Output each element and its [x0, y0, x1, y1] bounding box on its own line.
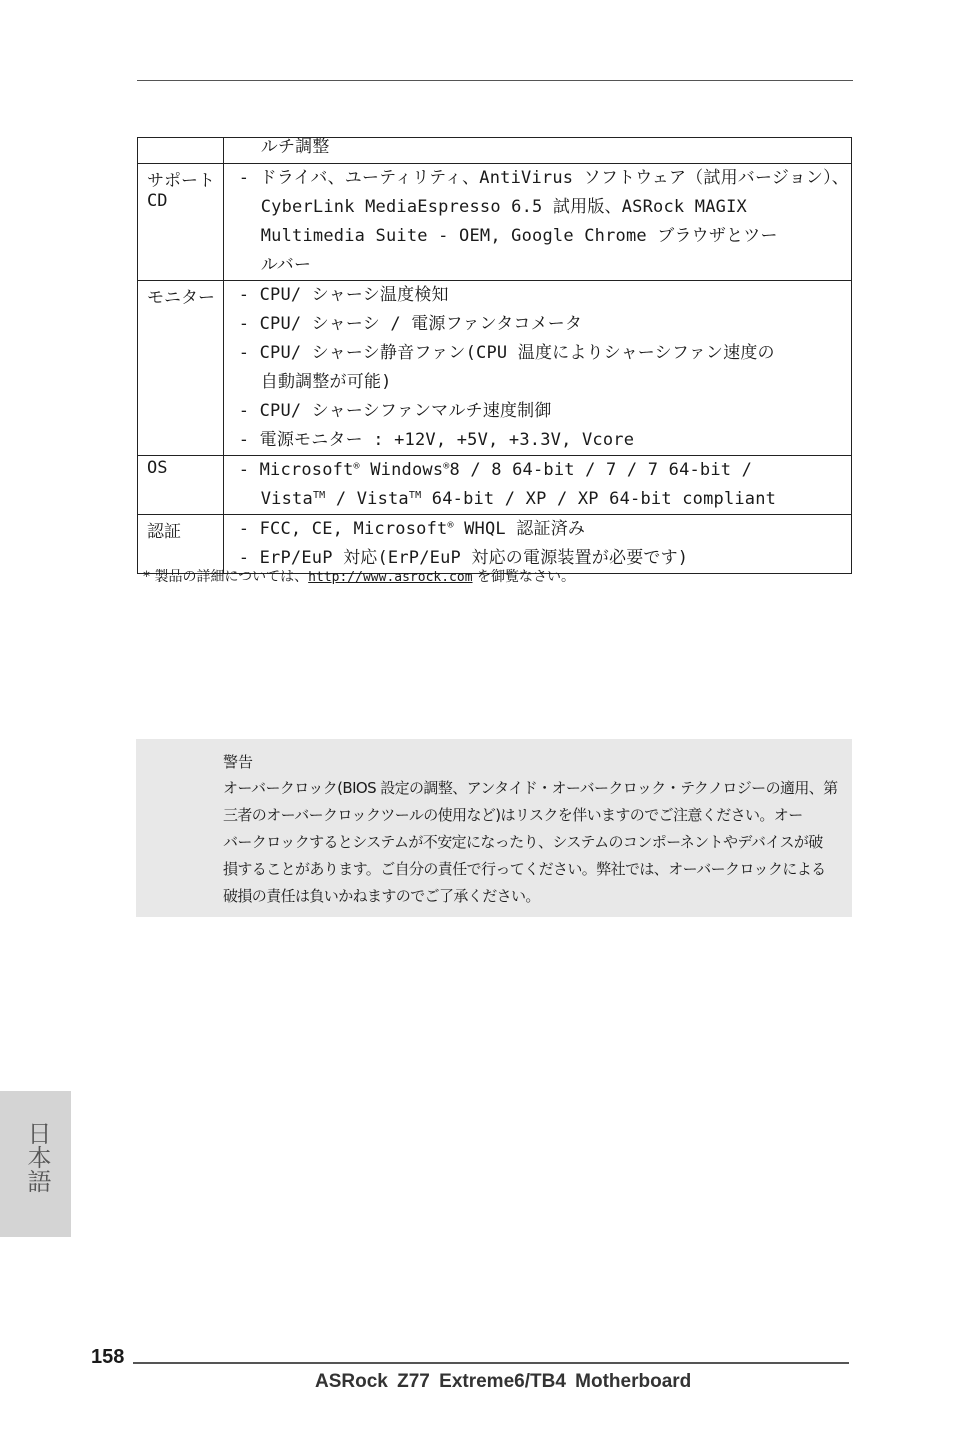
table-row [138, 281, 852, 456]
warning-line: 破損の責任は負いかねますのでご了承ください。 [223, 887, 540, 905]
cert-text: - FCC, CE, Microsoft [238, 519, 448, 539]
header-rule [137, 80, 853, 81]
table-row [138, 456, 852, 515]
table-row [138, 138, 852, 164]
language-tab [0, 1091, 71, 1237]
warning-line: 損することがあります。ご自分の責任で行ってください。弊社では、オーバークロックによる [223, 860, 826, 878]
row-label: 認証 [138, 515, 224, 574]
page-number: 158 [91, 1346, 125, 1368]
row-content [223, 164, 851, 281]
spec-line: ルチ調整 [260, 138, 330, 157]
registered-mark: ® [443, 461, 450, 472]
spec-line: - ErP/EuP 対応(ErP/EuP 対応の電源装置が必要です) [238, 548, 689, 568]
spec-line: - CPU/ シャーシ / 電源ファンタコメータ [238, 314, 583, 334]
registered-mark: ® [447, 520, 454, 531]
row-label [138, 138, 224, 164]
footnote-prefix: * 製品の詳細については、 [143, 569, 309, 585]
spec-line: - CPU/ シャーシ静音ファン(CPU 温度によりシャーシファン速度の [238, 343, 775, 363]
os-text: Vista [260, 489, 313, 509]
spec-line: Multimedia Suite - OEM, Google Chrome ブラウザとツー [260, 226, 778, 246]
spec-line: - 電源モニター : +12V, +5V, +3.3V, Vcore [238, 430, 635, 450]
footnote [143, 566, 575, 586]
warning-body [223, 775, 847, 910]
warning-line: 三者のオーバークロックツールの使用など)はリスクを伴いますのでご注意ください。オー [223, 806, 803, 824]
os-text: Windows [359, 460, 444, 480]
registered-mark: ® [353, 461, 360, 472]
spec-line: - CPU/ シャーシファンマルチ速度制御 [238, 401, 552, 421]
spec-line: ルバー [260, 255, 312, 275]
warning-title: 警告 [223, 753, 254, 771]
os-text: - Microsoft [238, 460, 354, 480]
row-label: サポート CD [138, 164, 224, 281]
row-label: OS [138, 456, 224, 515]
row-label: モニター [138, 281, 224, 456]
footer-rule [133, 1362, 849, 1364]
spec-line: CyberLink MediaEspresso 6.5 試用版、ASRock MAGIX [260, 197, 747, 217]
cert-text: WHQL 認証済み [453, 519, 586, 539]
warning-line: オーバークロック(BIOS 設定の調整、アンタイド・オーバークロック・テクノロジーの適用、第 [223, 779, 838, 797]
spec-table [137, 137, 852, 574]
table-row [138, 164, 852, 281]
os-text: 64-bit / XP / XP 64-bit compliant [421, 489, 777, 509]
row-content [223, 515, 851, 574]
row-content [223, 138, 851, 164]
spec-line [239, 485, 849, 514]
trademark-mark: TM [408, 490, 422, 501]
spec-line [239, 515, 849, 544]
language-tab-label: 日本語 [23, 1121, 51, 1193]
row-content [223, 456, 851, 515]
os-text: 8 / 8 64-bit / 7 / 7 64-bit / [449, 460, 753, 480]
spec-line: - CPU/ シャーシ温度検知 [238, 285, 449, 305]
warning-box [136, 739, 852, 917]
warning-line: バークロックするとシステムが不安定になったり、システムのコンポーネントやデバイスが破 [223, 833, 823, 851]
footnote-suffix: を御覧なさい。 [472, 569, 575, 585]
row-content [223, 281, 851, 456]
asrock-link[interactable]: http://www.asrock.com [308, 570, 473, 585]
os-text: / Vista [325, 489, 409, 509]
spec-line: - ドライバ、ユーティリティ、AntiVirus ソフトウェア（試用バージョン）、 [238, 168, 849, 188]
spec-line: 自動調整が可能) [260, 372, 392, 392]
table-row [138, 515, 852, 574]
footer-title: ASRock Z77 Extreme6/TB4 Motherboard [315, 1371, 692, 1392]
trademark-mark: TM [312, 490, 326, 501]
spec-line [239, 456, 849, 485]
